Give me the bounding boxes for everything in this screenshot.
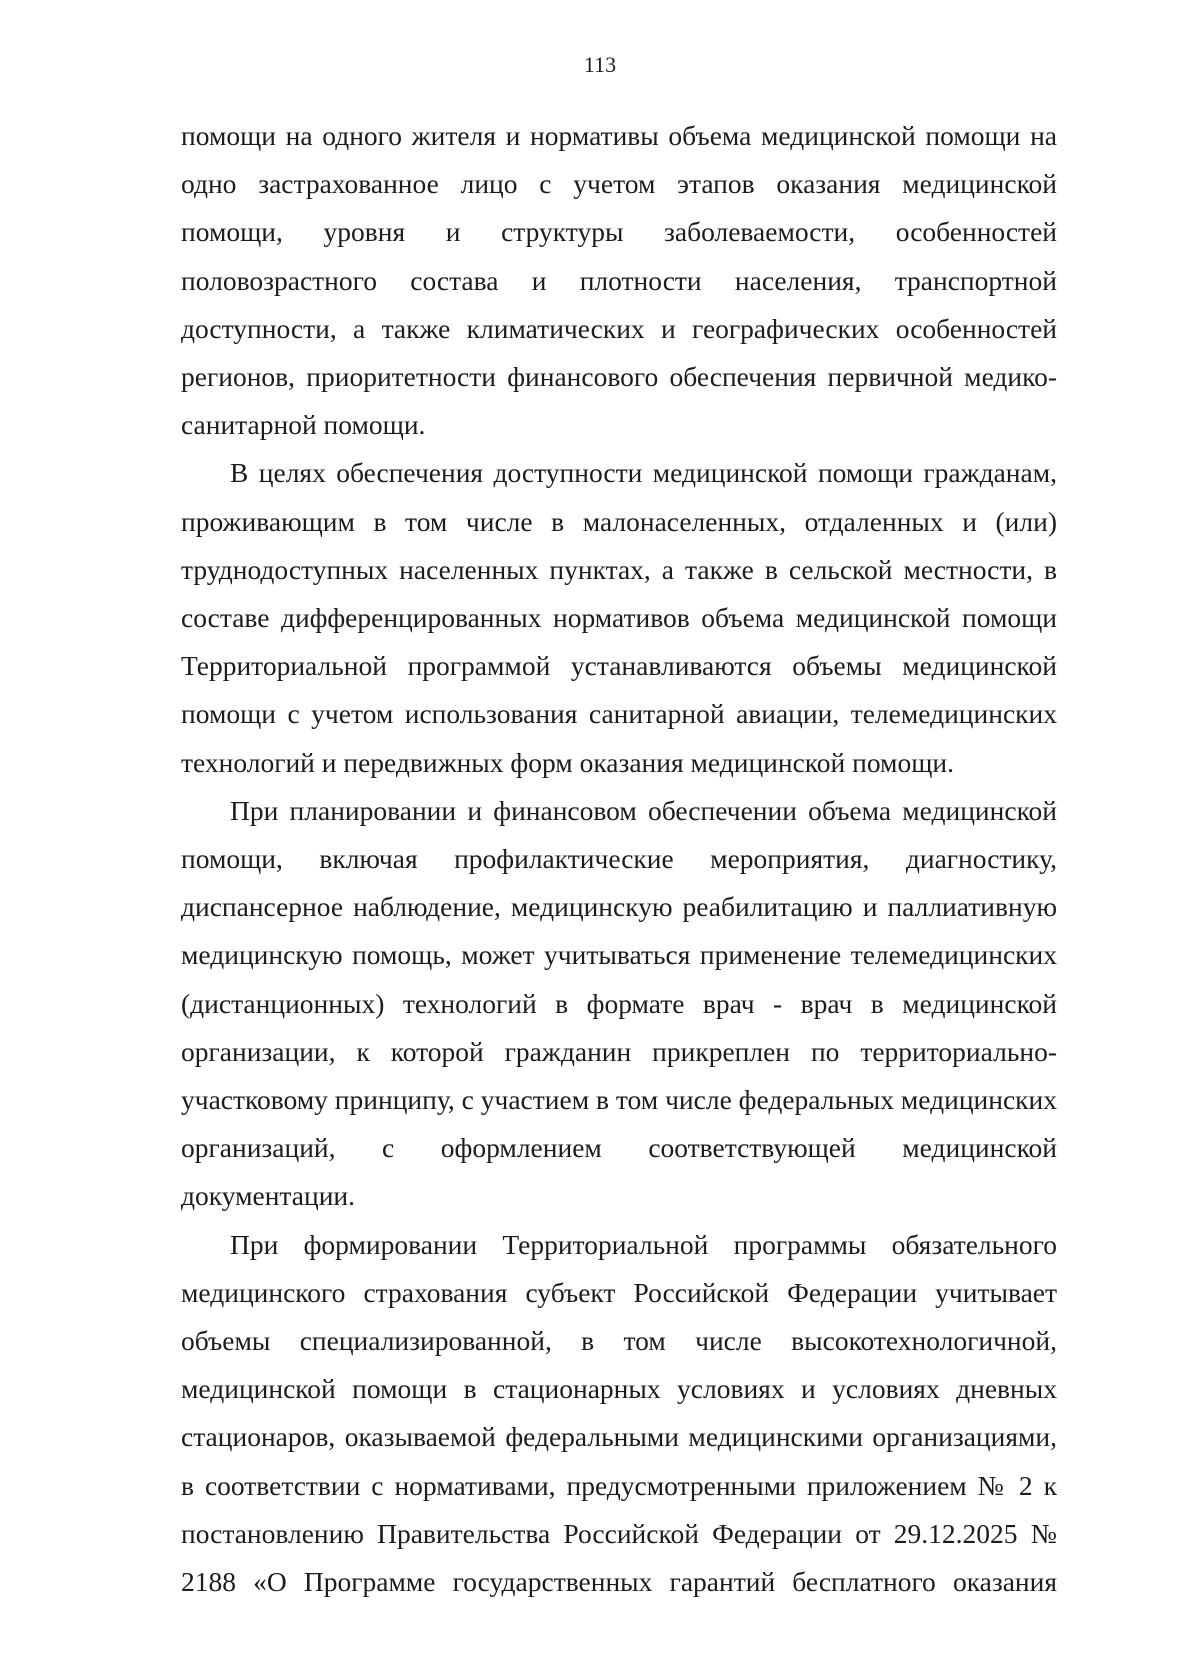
paragraph-telemedicine: При планировании и финансовом обеспечении объема медицинской помощи, включая профилактические мероприятия, диагностику, диспансерное наблюдение, медицинскую реабилитацию и паллиативную медицинскую помощь, может учитываться применение телемедицинских (дистанционных) технологий в формате врач - врач в медицинской организации, к которой гражданин прикреплен по территориально-участковому принципу, с участием в том числе федеральных медицинских организаций, с оформлением соответствующей медицинской документации. <box>181 794 1057 1212</box>
paragraph-federal-organizations: При формировании Территориальной программы обязательного медицинского страхования субъект Российской Федерации учитывает объемы специализированной, в том числе высокотехнологичной, медицинской помощи в стационарных условиях и условиях дневных стационаров, оказываемой федеральными медицинскими организациями, в соответствии с нормативами, предусмотренными приложением № 2 к постановлению Правительства Российской Федерации от 29.12.2025 № 2188 «О Программе государственных гарантий бесплатного оказания <box>181 1228 1057 1598</box>
document-body <box>181 112 1057 1606</box>
paragraph-sanitary-aviation: В целях обеспечения доступности медицинской помощи гражданам, проживающим в том числе в малонаселенных, отдаленных и (или) труднодоступных населенных пунктах, а также в сельской местности, в составе дифференцированных нормативов объема медицинской помощи Территориальной программой устанавливаются объемы медицинской помощи с учетом использования санитарной авиации, телемедицинских технологий и передвижных форм оказания медицинской помощи. <box>181 457 1057 778</box>
paragraph-continued: помощи на одного жителя и нормативы объема медицинской помощи на одно застрахованное лицо с учетом этапов оказания медицинской помощи, уровня и структуры заболеваемости, особенностей половозрастного состава и плотности населения, транспортной доступности, а также климатических и географических особенностей регионов, приоритетности финансового обеспечения первичной медико-санитарной помощи. <box>181 120 1057 441</box>
page-number: 113 <box>583 52 617 77</box>
